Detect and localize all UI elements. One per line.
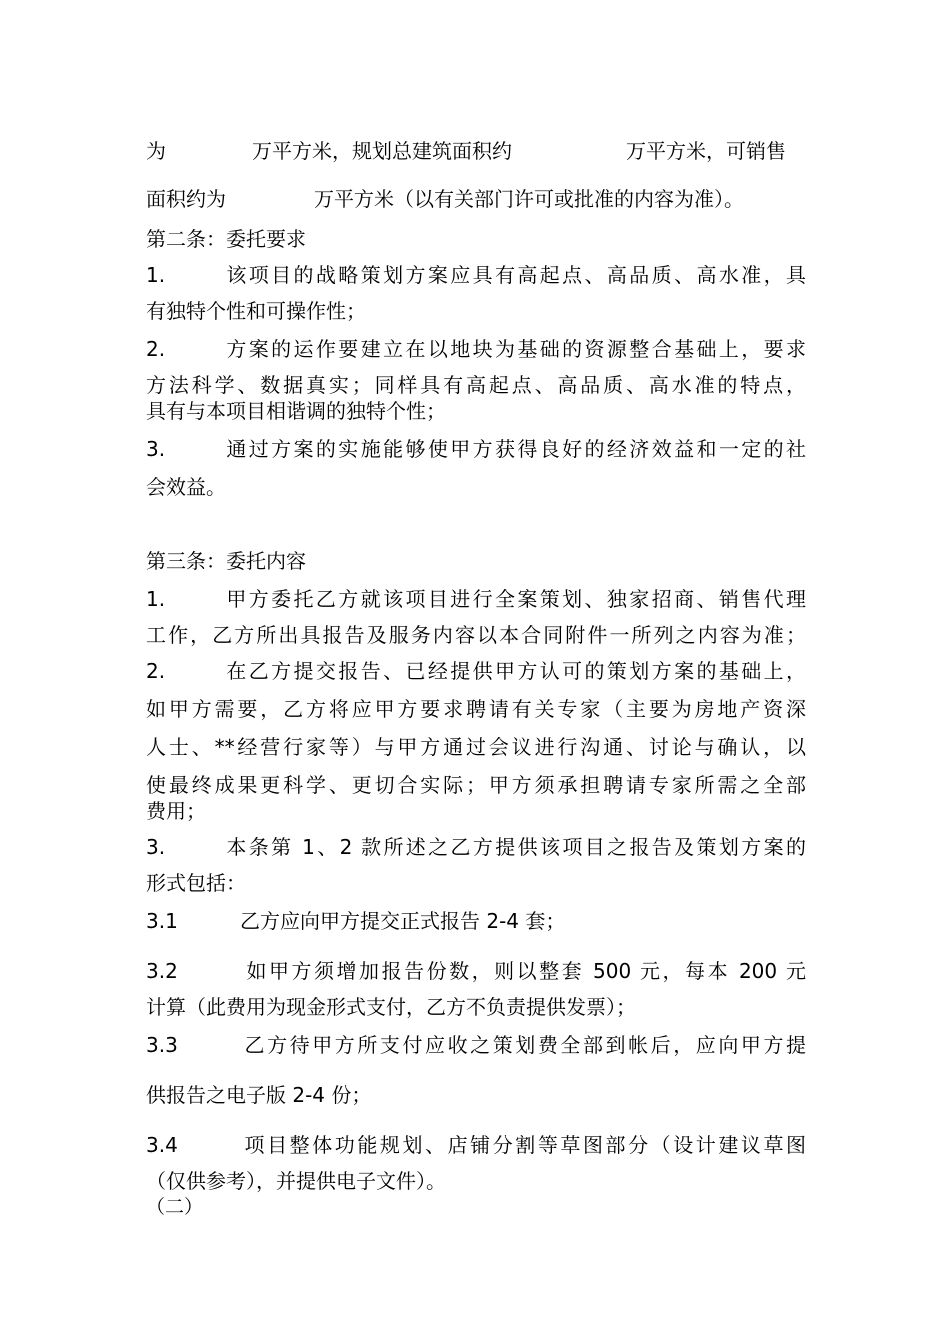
s3-sub2-line1 (146, 956, 806, 986)
s2-item1-line1 (146, 260, 806, 290)
s3-sub1-line1 (146, 906, 806, 936)
s3-sub2-text1: 如甲方须增加报告份数，则以整套 500 元，每本 200 元 (244, 959, 806, 983)
s3-sub4-line1 (146, 1130, 806, 1160)
s2-item3-num: 3. (146, 437, 166, 461)
intro-area-line (146, 136, 806, 166)
s3-item3-num: 3. (146, 835, 166, 859)
area-unit-2: 万平方米，可销售 (626, 139, 786, 163)
s3-item1-line2: 工作，乙方所出具报告及服务内容以本合同附件一所列之内容为准； (146, 623, 806, 647)
s3-sub4-line2: （仅供参考），并提供电子文件）。 (146, 1169, 446, 1193)
intro-sale-line (146, 184, 806, 214)
s2-item3-line1 (146, 434, 806, 464)
s3-item3-line1 (146, 832, 806, 862)
s2-item2-line3: 具有与本项目相谐调的独特个性； (146, 399, 446, 423)
s3-item3-text1: 本条第 1、2 款所述之乙方提供该项目之报告及策划方案的 (224, 835, 806, 859)
s3-item1-num: 1. (146, 587, 166, 611)
s3-item2-line3: 人士、**经营行家等）与甲方通过会议进行沟通、讨论与确认，以 (146, 735, 806, 759)
s3-item2-num: 2. (146, 659, 166, 683)
area-unit-1: 万平方米，规划总建筑面积约 (252, 139, 512, 163)
s2-item3-line2: 会效益。 (146, 475, 226, 499)
s3-sub3-line1 (146, 1030, 806, 1060)
s2-item1-line2: 有独特个性和可操作性； (146, 299, 366, 323)
section2-title: 第二条：委托要求 (146, 227, 306, 251)
s3-item2-text1: 在乙方提交报告、已经提供甲方认可的策划方案的基础上， (224, 659, 806, 683)
sale-prefix: 面积约为 (146, 187, 226, 211)
s2-item2-text1: 方案的运作要建立在以地块为基础的资源整合基础上，要求 (224, 337, 806, 361)
s3-sub4-num: 3.4 (146, 1133, 178, 1157)
s3-sub1-text1: 乙方应向甲方提交正式报告 2-4 套； (240, 909, 566, 933)
s3-item2-line5: 费用； (146, 799, 206, 823)
s3-sub2-num: 3.2 (146, 959, 178, 983)
s2-item2-line2: 方法科学、数据真实；同样具有高起点、高品质、高水准的特点， (146, 373, 806, 397)
s3-item3-line2: 形式包括： (146, 871, 246, 895)
s2-item3-text1: 通过方案的实施能够使甲方获得良好的经济效益和一定的社 (224, 437, 806, 461)
s3-sub1-num: 3.1 (146, 909, 178, 933)
s3-sub3-line2: 供报告之电子版 2-4 份； (146, 1083, 372, 1107)
s2-item2-line1 (146, 334, 806, 364)
s3-sub4-text1: 项目整体功能规划、店铺分割等草图部分（设计建议草图 (242, 1133, 806, 1157)
s2-item1-text1: 该项目的战略策划方案应具有高起点、高品质、高水准，具 (224, 263, 806, 287)
section-marker: （二） (146, 1196, 204, 1218)
s3-sub2-line2: 计算（此费用为现金形式支付，乙方不负责提供发票）； (146, 995, 636, 1019)
s3-item2-line1 (146, 656, 806, 686)
s3-item1-text1: 甲方委托乙方就该项目进行全案策划、独家招商、销售代理 (224, 587, 806, 611)
s3-sub3-text1: 乙方待甲方所支付应收之策划费全部到帐后，应向甲方提 (242, 1033, 806, 1057)
s3-item2-line2: 如甲方需要，乙方将应甲方要求聘请有关专家（主要为房地产资深 (146, 697, 806, 721)
s3-item2-line4: 使最终成果更科学、更切合实际；甲方须承担聘请专家所需之全部 (146, 773, 806, 797)
s2-item1-num: 1. (146, 263, 166, 287)
s3-sub3-num: 3.3 (146, 1033, 178, 1057)
area-prefix: 为 (146, 139, 166, 163)
s2-item2-num: 2. (146, 337, 166, 361)
section3-title: 第三条：委托内容 (146, 549, 306, 573)
s3-item1-line1 (146, 584, 806, 614)
sale-suffix: 万平方米（以有关部门许可或批准的内容为准）。 (314, 187, 744, 211)
